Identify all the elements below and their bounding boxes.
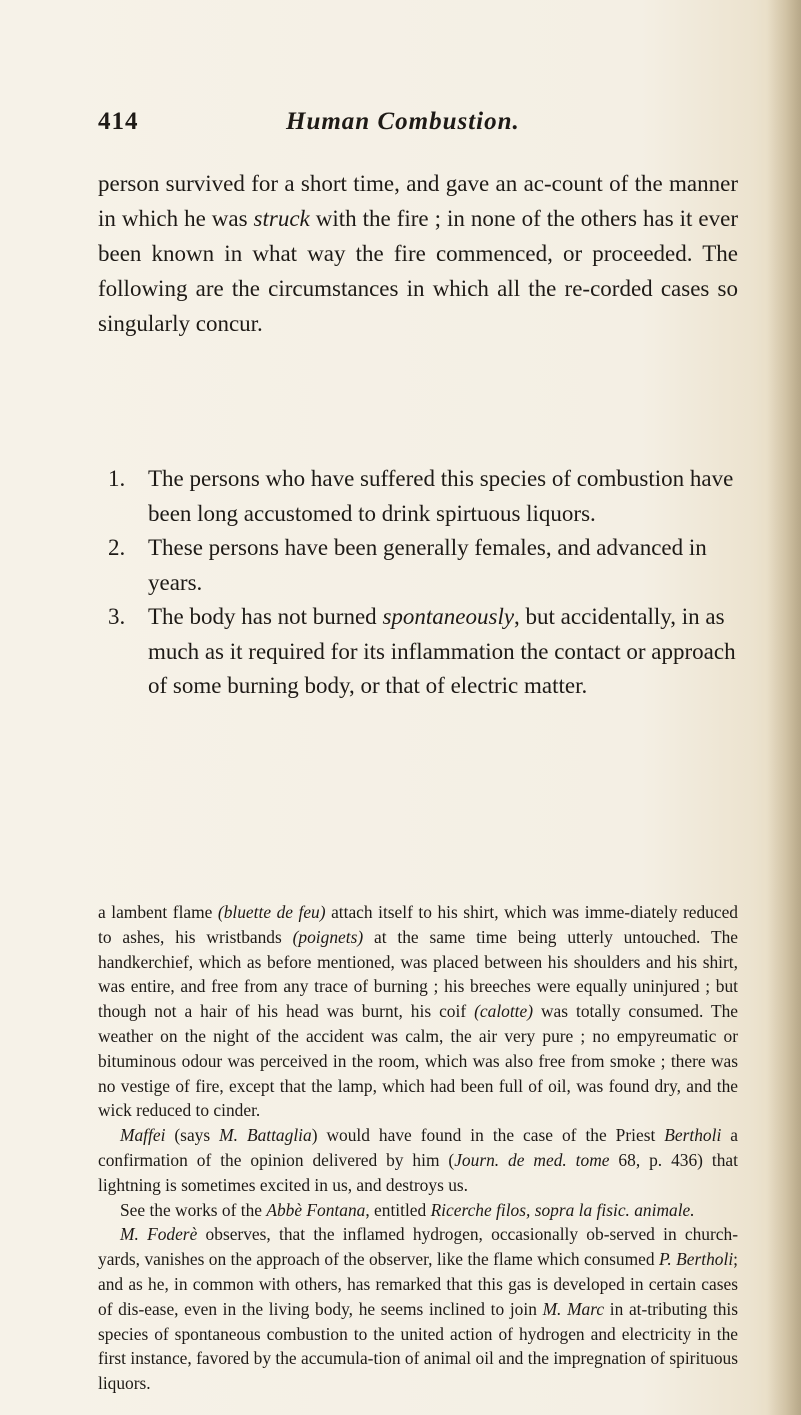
circumstances-list bbox=[108, 462, 748, 704]
list-item-number: 1. bbox=[108, 466, 126, 491]
list-item-emphasis: spontaneously bbox=[382, 604, 515, 629]
note-paragraph-2 bbox=[98, 1123, 738, 1197]
note-emphasis: M. Battaglia bbox=[219, 1125, 312, 1146]
list-item-number: 2. bbox=[108, 535, 126, 560]
note-text: attach itself to his shirt, which was imme-diately reduced to ashes, his wristbands bbox=[98, 902, 738, 947]
intro-paragraph bbox=[98, 166, 738, 341]
note-emphasis: M. Marc bbox=[542, 1298, 605, 1319]
note-emphasis: Bertholi bbox=[664, 1125, 722, 1146]
page-number: 414 bbox=[98, 108, 139, 135]
page-edge-shadow bbox=[767, 0, 801, 1415]
intro-emphasis-struck: struck bbox=[253, 206, 310, 231]
note-emphasis: (bluette de feu) bbox=[217, 902, 326, 922]
note-paragraph-3 bbox=[98, 1198, 738, 1223]
note-text: , entitled bbox=[365, 1199, 431, 1220]
page-header bbox=[98, 108, 738, 148]
list-item-number: 3. bbox=[108, 604, 126, 629]
note-emphasis: (calotte) bbox=[474, 1001, 534, 1022]
list-item bbox=[108, 531, 748, 600]
note-text: a lambent flame bbox=[98, 902, 218, 922]
footnotes bbox=[98, 900, 738, 1396]
note-paragraph-1 bbox=[98, 900, 738, 1123]
note-text: (says bbox=[165, 1125, 220, 1146]
note-emphasis: (poignets) bbox=[292, 926, 364, 947]
note-text: ; and as he, in common with others, has remarked that this gas is developed in certain cases of dis-ease, even in the living body, he seems inclined to join bbox=[98, 1249, 738, 1319]
note-paragraph-4 bbox=[98, 1222, 738, 1396]
note-text: in at-tributing this species of spontaneous combustion to the united action of hydrogen and electricity in the first instance, favored by the accumula-tion of animal oil and the impregnation of spirituous liquors. bbox=[98, 1298, 738, 1394]
note-text: ) would have found in the case of the Priest bbox=[311, 1125, 665, 1146]
list-item bbox=[108, 600, 748, 704]
note-text: 68, p. 436) that lightning is sometimes excited in us, and destroys us. bbox=[98, 1149, 738, 1195]
list-item bbox=[108, 462, 748, 531]
note-text: a confirmation of the opinion delivered by him ( bbox=[98, 1125, 738, 1170]
intro-text-2: with the fire ; in none of the others has it ever been known in what way the fire commenced, or proceeded. The following are the circumstances in which all the re-corded cases so singularly concur. bbox=[98, 206, 738, 336]
list-item-text-before: The body has not burned bbox=[148, 604, 383, 629]
list-item-text-after: , but accidentally, in as much as it required for its inflammation the contact or approach of some burning body, or that of electric matter. bbox=[148, 604, 736, 698]
note-emphasis: M. Foderè bbox=[120, 1224, 198, 1245]
note-text: See the works of the bbox=[120, 1199, 267, 1220]
note-emphasis: Ricerche filos, sopra la fisic. animale. bbox=[430, 1199, 695, 1220]
note-text: observes, that the inflamed hydrogen, occasionally ob-served in church-yards, vanishes on the approach of the observer, like the flame which consumed bbox=[98, 1224, 738, 1270]
intro-text-1: person survived for a short time, and gave an ac-count of the manner in which he was bbox=[98, 171, 738, 231]
note-text: at the same time being utterly untouched. The handkerchief, which as before mentioned, was placed between his shoulders and his shirt, was entire, and free from any trace of burning ; his breeches were equally uninjured ; but though not a hair of his head was burnt, his coif bbox=[98, 926, 738, 1022]
note-emphasis: Abbè Fontana bbox=[266, 1199, 366, 1220]
running-title: Human Combustion. bbox=[286, 108, 520, 135]
list-item-text: The persons who have suffered this species of combustion have been long accustomed to drink spirtuous liquors. bbox=[148, 466, 734, 526]
note-emphasis: P. Bertholi bbox=[659, 1249, 734, 1270]
note-emphasis: Journ. de med. tome bbox=[454, 1149, 610, 1170]
note-text: was totally consumed. The weather on the night of the accident was calm, the air very pure ; no empyreumatic or bituminous odour was perceived in the room, which was also free from smoke ; there was no vestige of fire, except that the lamp, which had been full of oil, was found dry, and the wick reduced to cinder. bbox=[98, 1001, 738, 1121]
note-emphasis: Maffei bbox=[120, 1125, 166, 1146]
list-item-text: These persons have been generally females, and advanced in years. bbox=[148, 535, 707, 595]
